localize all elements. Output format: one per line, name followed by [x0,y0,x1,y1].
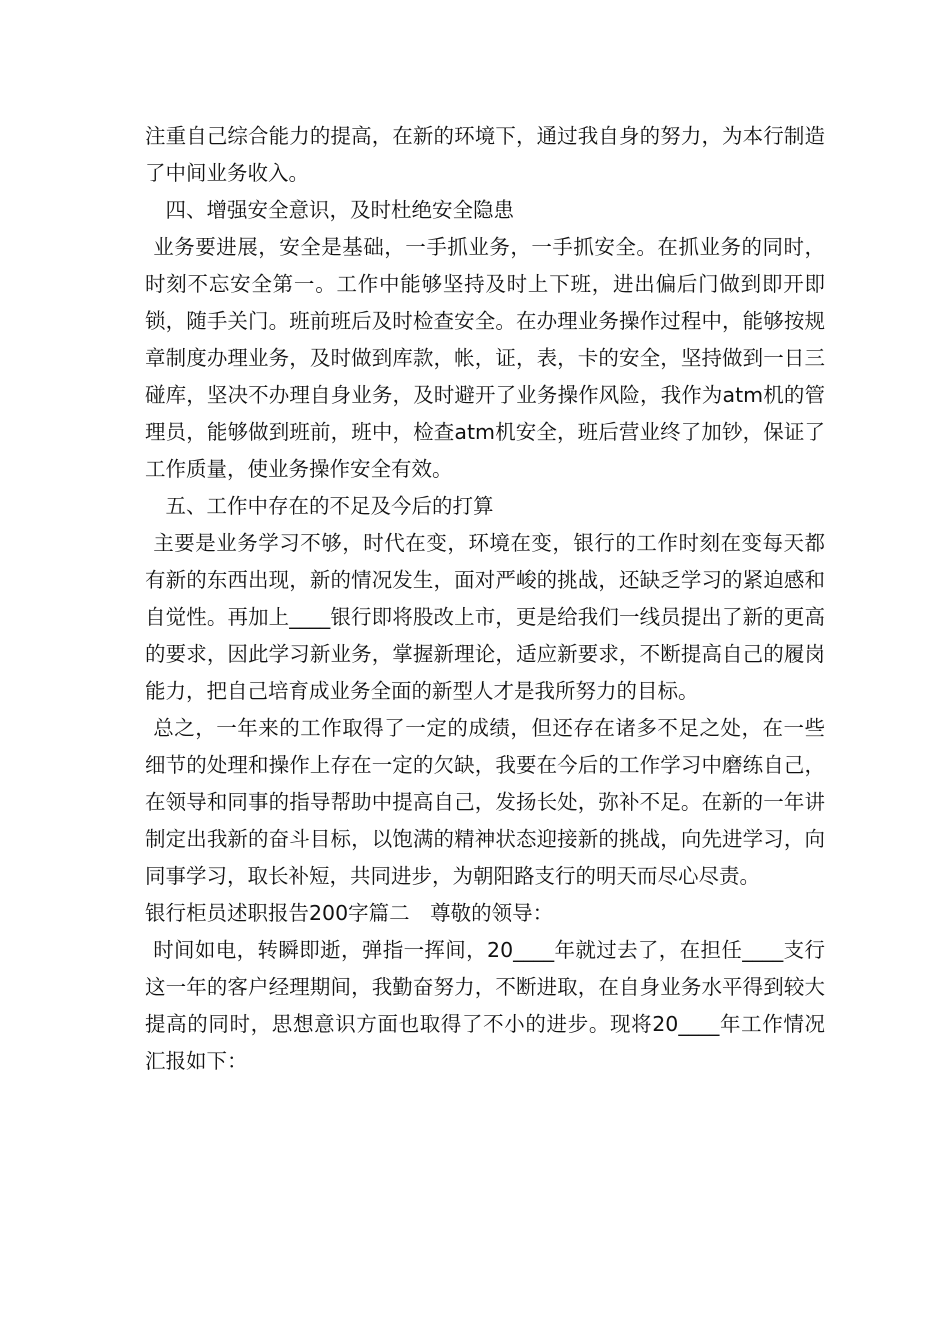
section-heading-5: 五、工作中存在的不足及今后的打算 [165,494,494,518]
paragraph-continuation: 注重自己综合能力的提高，在新的环境下，通过我自身的努力，为本行制造了中间业务收入。 [145,124,825,185]
article-title-part2: 银行柜员述职报告200字篇二 尊敬的领导： [145,901,554,925]
paragraph-intro-part2: 时间如电，转瞬即逝，弹指一挥间，20____年就过去了，在担任____支行这一年的客户经理期间，我勤奋努力，不断进取，在自身业务水平得到较大提高的同时，思想意识方面也取得了不小的进步。现将20____年工作情况汇报如下： [145,938,825,1073]
paragraph-safety: 业务要进展，安全是基础，一手抓业务，一手抓安全。在抓业务的同时，时刻不忘安全第一。工作中能够坚持及时上下班，进出偏后门做到即开即锁，随手关门。班前班后及时检查安全。在办理业务操作过程中，能够按规章制度办理业务，及时做到库款，帐，证，表，卡的安全，坚持做到一日三碰库，坚决不办理自身业务，及时避开了业务操作风险，我作为atm机的管理员，能够做到班前，班中，检查atm机安全，班后营业终了加钞，保证了工作质量，使业务操作安全有效。 [145,235,825,481]
document-body [145,118,825,1080]
paragraph-shortcomings: 主要是业务学习不够，时代在变，环境在变，银行的工作时刻在变每天都有新的东西出现，新的情况发生，面对严峻的挑战，还缺乏学习的紧迫感和自觉性。再加上____银行即将股改上市，更是给我们一线员提出了新的更高的要求，因此学习新业务，掌握新理论，适应新要求，不断提高自己的履岗能力，把自己培育成业务全面的新型人才是我所努力的目标。 [145,531,825,703]
section-heading-4: 四、增强安全意识，及时杜绝安全隐患 [165,198,514,222]
paragraph-summary: 总之，一年来的工作取得了一定的成绩，但还存在诸多不足之处，在一些细节的处理和操作上存在一定的欠缺，我要在今后的工作学习中磨练自己，在领导和同事的指导帮助中提高自己，发扬长处，弥补不足。在新的一年讲制定出我新的奋斗目标，以饱满的精神状态迎接新的挑战，向先进学习，向同事学习，取长补短，共同进步，为朝阳路支行的明天而尽心尽责。 [145,716,825,888]
